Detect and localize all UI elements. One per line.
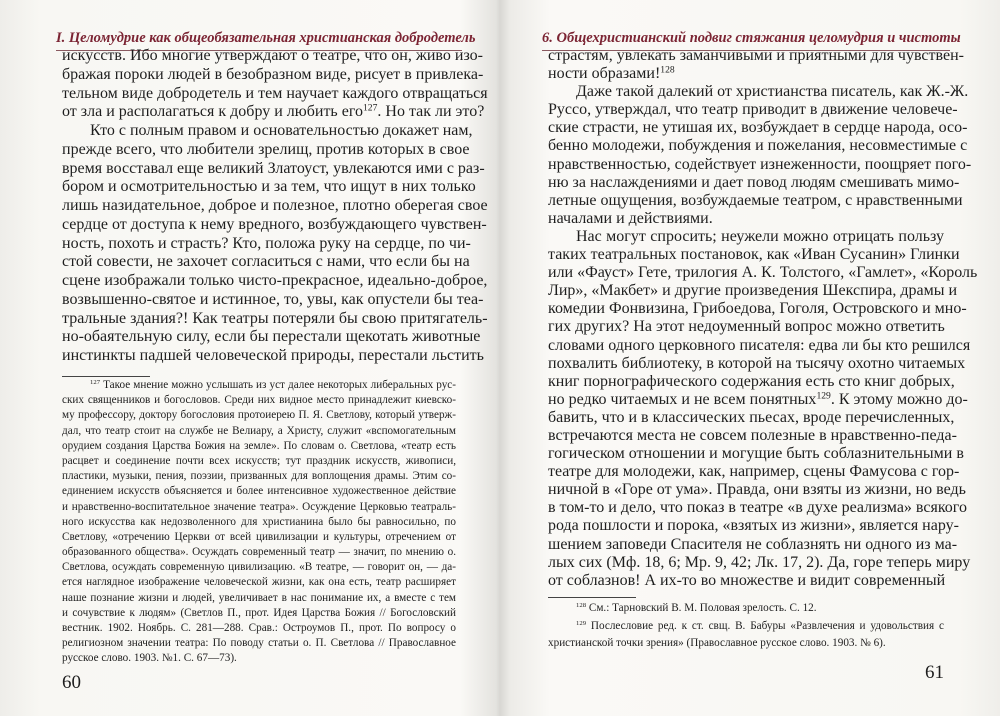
footnotes	[62, 378, 456, 667]
text-line: тральные здания?! Как театры потеряли бы свою притягатель-	[62, 309, 488, 327]
text-line: началами и действиями.	[548, 209, 713, 227]
text-line: в том-то и дело, что показ в театре «в духе реализма» всякого	[548, 499, 967, 517]
text-line: ничной в «Горе от ума». Правда, они взяты из жизни, но ведь	[548, 481, 966, 499]
text-line: таких театральных постановок, как «Иван Сусанин» Глинки	[548, 246, 960, 264]
text-line: пластики, музыки, пения, поэзии, призванных для воплощения драмы. Этим со-	[62, 470, 456, 483]
text-line: время восставал еще великий Златоуст, увлекаются ими с раз-	[62, 159, 485, 177]
text-line: расцвет и соединение почти всех искусств; тут праздник искусств, живописи,	[62, 454, 456, 467]
text-span: Послесловие ред. к ст. свщ. В. Бабуры «Развлечения и удовольствия с	[586, 619, 944, 632]
text-span: но редко читаемых и не всем понятных	[548, 390, 817, 408]
text-line: похвалить библиотеку, в которой на тысячу охотно читаемых	[548, 354, 966, 372]
footnote-marker: 128	[576, 601, 587, 609]
text-line: Кто с полным правом и основательностью докажет нам,	[90, 122, 473, 139]
text-line: ность, похоть и страсть? Кто, положа руку на сердце, по чи-	[62, 234, 471, 252]
footnote-separator	[62, 376, 150, 377]
text-line: но-обаятельную силу, если бы перестали щекотать животные	[62, 328, 481, 346]
text-line: сцене изображали только чисто-прекрасное, идеально-доброе,	[62, 272, 488, 289]
text-line	[548, 390, 968, 409]
text-line: словами одного церковного писателя: едва ли бы кто решился	[548, 336, 971, 354]
text-span: . Но так ли это?	[377, 103, 485, 121]
text-span: . К этому можно до-	[830, 390, 968, 408]
text-span: ности образами!	[548, 65, 661, 83]
text-line: гих других? На этот недоуменный вопрос можно ответить	[548, 318, 945, 336]
footnotes	[548, 600, 944, 653]
footnote-separator	[548, 597, 636, 598]
text-line	[62, 378, 456, 393]
paragraph	[62, 47, 488, 122]
text-line: наше познание жизни и людей, увеличивает в нас понимание их, а вместе с тем	[62, 591, 456, 604]
body-text	[548, 47, 978, 590]
text-line: инстинкты падшей человеческой природы, перестали льстить	[62, 347, 484, 364]
text-line	[62, 102, 485, 122]
text-line: летные ощущения, возбуждаемые театром, с нравственными	[548, 191, 963, 209]
text-line: книг порнографического содержания есть сто книг добрых,	[548, 372, 955, 390]
text-span: См.: Тарновский В. М. Половая зрелость. С. 12.	[586, 602, 817, 614]
text-line	[548, 600, 944, 618]
text-line: орудием создания Царства Божия на земле». По словам о. Светлова, «театр есть	[62, 439, 456, 452]
text-line: возвышенно-святое и истинное, то, увы, как опустели бы теа-	[62, 290, 484, 308]
text-line: Даже такой далекий от христианства писатель, как Ж.-Ж.	[576, 83, 969, 101]
right-page	[542, 0, 978, 716]
text-line: ские страсти, не утишая их, возбуждает в сердце народа, осо-	[548, 119, 968, 137]
text-line: шением заповеди Спасителя не соблазнять ни одного из ма-	[548, 535, 958, 553]
text-line: нравственностью, содействует изнеженности, поощряет пого-	[548, 155, 972, 173]
text-line: и нравственно-воспитательное значение театра». Осуждение Церковью театраль-	[62, 500, 456, 513]
text-line: страстям, увлекать заманчивыми и приятными для чувствен-	[548, 47, 964, 64]
paragraph	[548, 47, 964, 83]
text-span: от зла и располагаться к добру и любить его	[62, 103, 363, 121]
text-line: ских священников и богословов. Среди них видное место принадлежит киевско-	[62, 394, 456, 407]
text-line: рода пошлости и порока, «взятых из жизни», является нару-	[548, 517, 959, 535]
text-line: театре для молодежи, как, например, сцены Фамусова с гор-	[548, 463, 960, 481]
text-line: бором и осмотрительностью и за тем, что ищут в них только	[62, 178, 476, 196]
left-page	[56, 0, 488, 716]
text-line: бавить, что и в классических пьесах, вроде перечисленных,	[548, 408, 955, 426]
text-line: лишь назидательное, доброе и полезное, плотно оберегая свое	[62, 197, 488, 214]
footnote-marker: 129	[816, 390, 831, 402]
paragraph	[62, 122, 488, 366]
text-line: Светлова, осуждать современную цивилизацию. «В театре, — говорит он, — да-	[62, 561, 456, 574]
text-line: му профессору, доктору богословия протоиерею П. Я. Светлову, который утверж-	[62, 409, 456, 422]
text-line: комедии Фонвизина, Грибоедова, Гоголя, Островского и мно-	[548, 300, 967, 318]
text-line: Руссо, утверждал, что театр приводит в движение человече-	[548, 101, 958, 119]
text-line: тельном виде добродетель и тем научает каждого отвращаться	[62, 84, 488, 102]
text-line: бенно молодежи, побуждения и пожелания, несовместимые с	[548, 137, 968, 155]
paragraph	[548, 227, 978, 590]
text-line: лых сих (Мф. 18, 6; Мр. 9, 42; Лк. 17, 2). Да, горе теперь миру	[548, 553, 971, 571]
page-number: 60	[62, 672, 81, 693]
text-line: религиозном значении театра: По поводу статьи о. П. Светлова // Православное	[62, 637, 456, 650]
footnote-marker: 128	[660, 64, 675, 76]
paragraph	[548, 618, 944, 653]
text-line: ного искусства как недозволенного для христианина было бы равносильно, по	[62, 515, 456, 528]
text-line: или «Фауст» Гете, трилогия А. К. Толстого, «Гамлет», «Король	[548, 264, 978, 282]
text-line: прежде всего, что любители зрелищ, против которых в свое	[62, 140, 470, 158]
text-line: единением искусств объясняется и более интенсивное художественное действие	[62, 485, 456, 498]
text-line: сердце от доступа к нему вредного, возбуждающего чувствен-	[62, 215, 487, 233]
paragraph	[548, 600, 944, 618]
paragraph	[62, 378, 456, 667]
text-line	[548, 65, 944, 83]
text-line: Нас могут спросить; неужели можно отрицать пользу	[576, 227, 944, 245]
text-line: бражая пороки людей в безобразном виде, рисует в привлека-	[62, 65, 484, 83]
running-header: 6. Общехристианский подвиг стяжания целомудрия и чистоты	[542, 30, 950, 51]
text-line: ется наглядное изображение человеческой жизни, как она есть, театр расширяет	[62, 576, 456, 589]
text-line: образованного общества». Осуждать современный театр — значит, по мнению о.	[62, 546, 456, 559]
text-line: вестник. 1902. Ноябрь. С. 281—288. Срав.: Остроумов П., прот. По вопросу о	[62, 622, 456, 634]
page-number: 61	[925, 662, 944, 683]
text-line: и сочувствие к людям» (Светлов П., прот. Идея Царства Божия // Богословский	[62, 606, 456, 619]
text-line: искусств. Ибо многие утверждают о театре, что он, живо изо-	[62, 47, 483, 64]
text-line: Светлову, «отречению Церкви от всей цивилизации и культуры, отречением от	[62, 530, 456, 543]
text-line: от соблазнов! А их-то во множестве и видит современный	[548, 571, 946, 589]
footnote-marker: 127	[90, 378, 101, 386]
footnote-marker: 127	[363, 102, 378, 114]
text-line: русское слово. 1903. №1. С. 67—73).	[62, 652, 237, 665]
body-text	[62, 47, 488, 366]
text-line: гогическом отношении и могущие быть соблазнительными в	[548, 445, 964, 463]
text-line	[548, 618, 944, 636]
running-header: I. Целомудрие как общеобязательная христианская добродетель	[56, 30, 462, 51]
text-line: стой совести, не захочет согласиться с нами, что если бы на	[62, 253, 470, 271]
text-line: Лир», «Макбет» и другие произведения Шекспира, драмы и	[548, 282, 958, 300]
text-span: Такое мнение можно услышать из уст далее некоторых либеральных рус-	[100, 379, 456, 391]
footnote-marker: 129	[576, 619, 587, 627]
text-line: встречаются места не совсем полезные в нравственно-педа-	[548, 426, 957, 444]
text-line: христианской точки зрения» (Православное русское слово. 1903. № 6).	[548, 637, 886, 649]
paragraph	[548, 83, 972, 228]
text-line: ню за наслаждениями и дает повод людям смешивать мимо-	[548, 173, 960, 191]
text-line: дал, что театр стоит на службе не Велиару, а Христу, служит «вспомогательным	[62, 424, 456, 437]
